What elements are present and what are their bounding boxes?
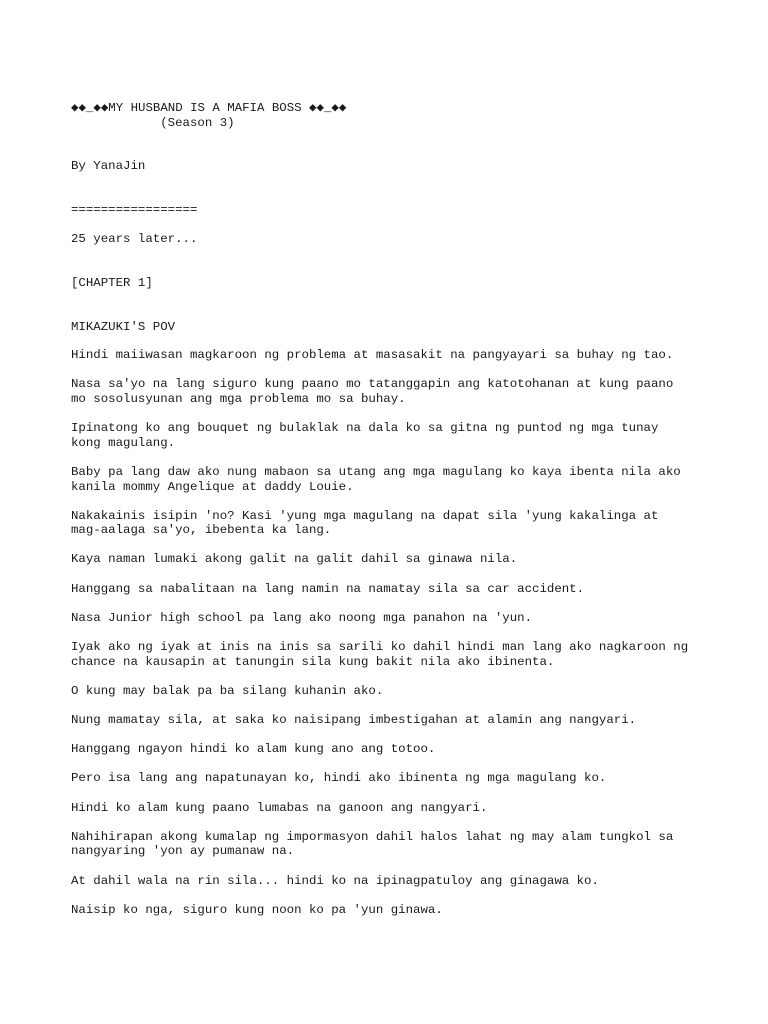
paragraph: Nung mamatay sila, at saka ko naisipang imbestigahan at alamin ang nangyari.: [71, 713, 637, 727]
paragraph: Kaya naman lumaki akong galit na galit dahil sa ginawa nila.: [71, 552, 518, 567]
author-line: By YanaJin: [71, 159, 146, 174]
paragraph: Hindi ko alam kung paano lumabas na ganoon ang nangyari.: [71, 800, 488, 815]
paragraph-list: [71, 348, 711, 917]
paragraph: Pero isa lang ang napatunayan ko, hindi ako ibinenta ng mga magulang ko.: [71, 771, 607, 786]
paragraph: Nasa Junior high school pa lang ako noong mga panahon na 'yun.: [71, 610, 533, 625]
paragraph: Ipinatong ko ang bouquet ng bulaklak na dala ko sa gitna ng puntod ng mga tunay kong magulang.: [71, 421, 659, 450]
chapter-heading: [CHAPTER 1]: [71, 275, 153, 290]
paragraph: Nahihirapan akong kumalap ng impormasyon dahil halos lahat ng may alam tungkol sa nangyaring 'yon ay pumanaw na.: [71, 829, 674, 859]
story-title: ◆◆_◆◆MY HUSBAND IS A MAFIA BOSS ◆◆_◆◆: [71, 101, 347, 115]
paragraph: At dahil wala na rin sila... hindi ko na ipinagpatuloy ang ginagawa ko.: [71, 873, 599, 888]
separator-line: =================: [71, 202, 198, 217]
paragraph: Nakakainis isipin 'no? Kasi 'yung mga magulang na dapat sila 'yung kakalinga at mag-aalaga sa'yo, ibebenta ka lang.: [71, 508, 659, 538]
paragraph: Hanggang ngayon hindi ko alam kung ano ang totoo.: [71, 742, 436, 757]
paragraph: Nasa sa'yo na lang siguro kung paano mo tatanggapin ang katotohanan at kung paano mo sosolusyunan ang mga problema mo sa buhay.: [71, 377, 674, 406]
season-label: (Season 3): [71, 115, 235, 130]
paragraph: O kung may balak pa ba silang kuhanin ako.: [71, 683, 384, 698]
paragraph: Baby pa lang daw ako nung mabaon sa utang ang mga magulang ko kaya ibenta nila ako kanila mommy Angelique at daddy Louie.: [71, 464, 681, 494]
document-body: [71, 101, 711, 917]
time-note: 25 years later...: [71, 232, 198, 247]
paragraph: Iyak ako ng iyak at inis na inis sa sarili ko dahil hindi man lang ako nagkaroon ng chance na kausapin at tanungin sila kung bakit nila ako ibinenta.: [71, 640, 689, 669]
pov-label: MIKAZUKI'S POV: [71, 319, 176, 334]
paragraph: Naisip ko nga, siguro kung noon ko pa 'yun ginawa.: [71, 902, 443, 917]
paragraph: Hanggang sa nabalitaan na lang namin na namatay sila sa car accident.: [71, 581, 585, 596]
paragraph: Hindi maiiwasan magkaroon ng problema at masasakit na pangyayari sa buhay ng tao.: [71, 348, 674, 363]
